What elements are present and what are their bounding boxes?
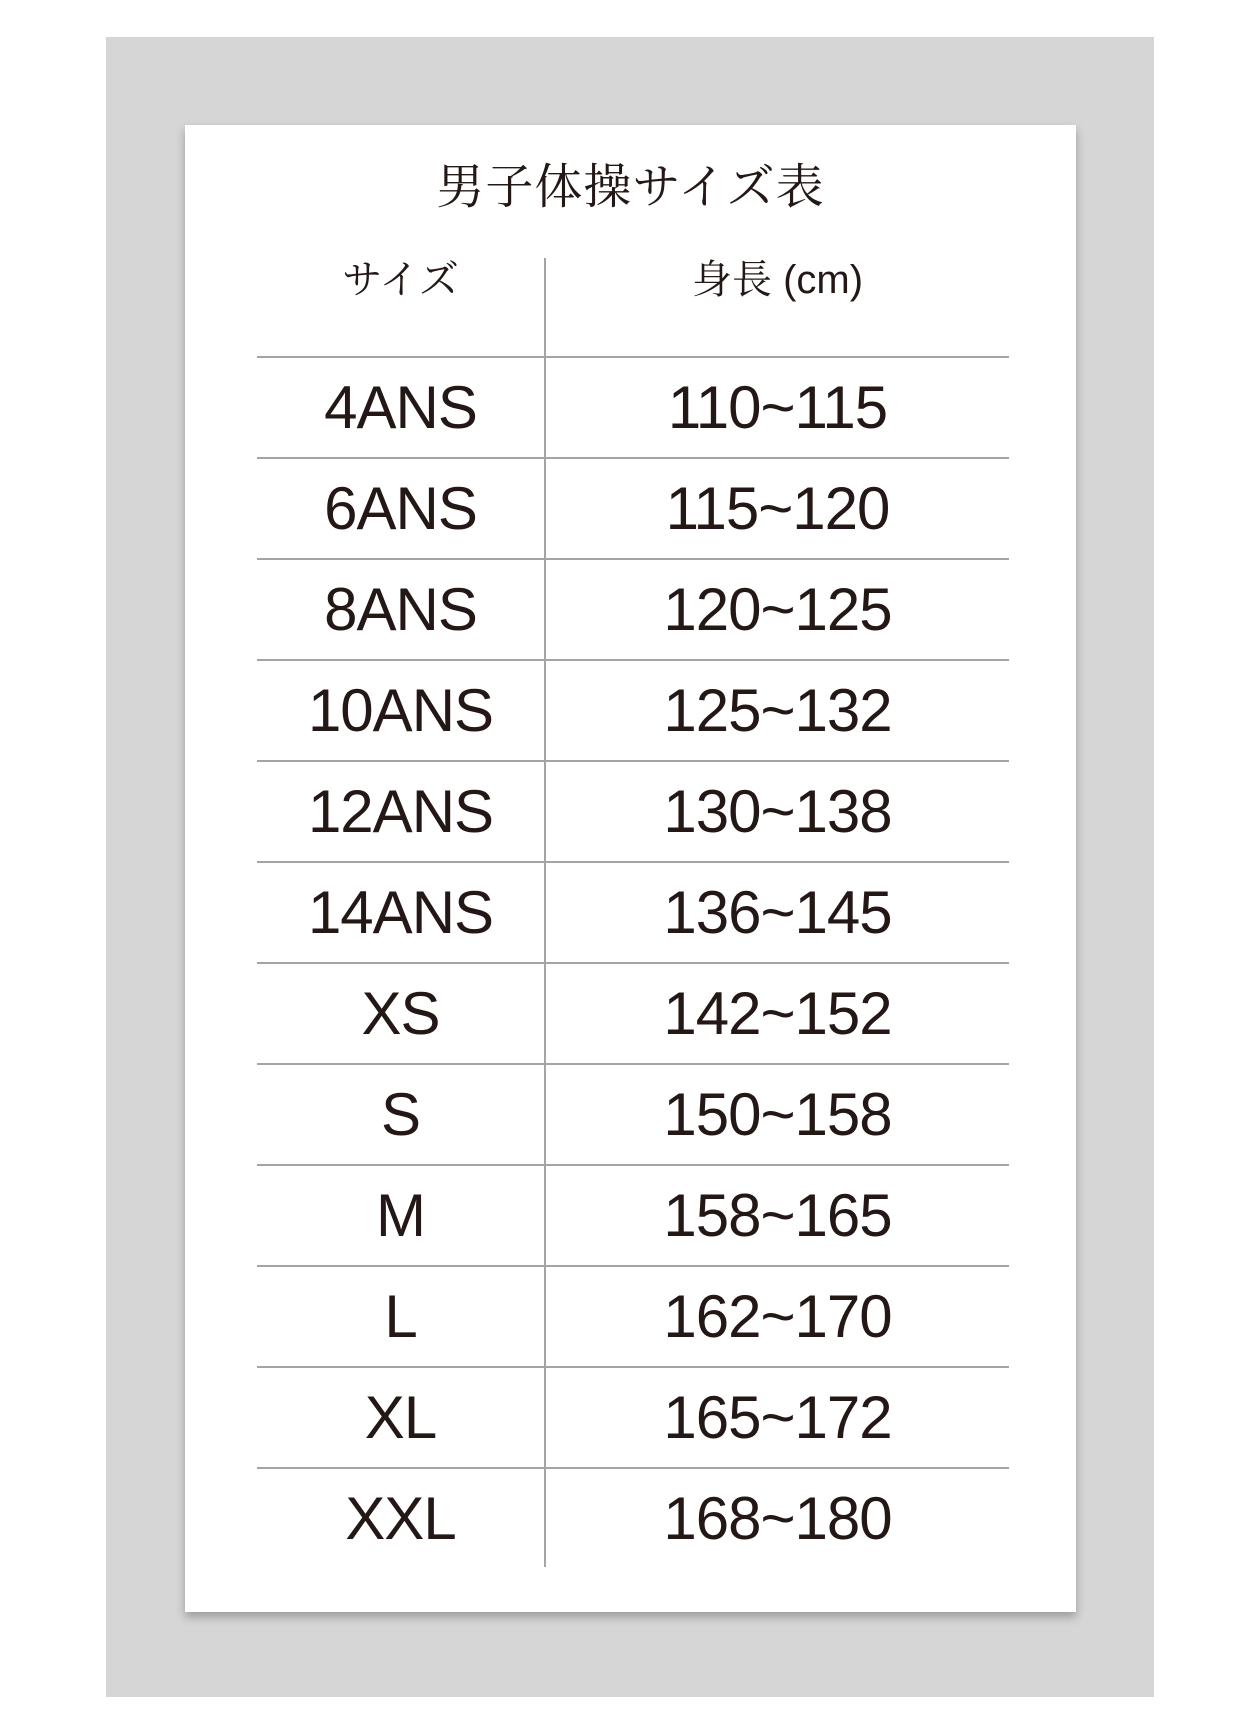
- height-cell: 162~170: [663, 1283, 892, 1350]
- table-row: [257, 1164, 1009, 1265]
- size-table: [257, 258, 1009, 1567]
- table-row: [257, 1265, 1009, 1366]
- size-cell: 10ANS: [257, 661, 546, 760]
- column-header-height: 身長 (cm): [691, 258, 864, 302]
- page-title: 男子体操サイズ表: [436, 161, 825, 214]
- size-cell: 4ANS: [257, 358, 546, 457]
- table-row: [257, 760, 1009, 861]
- size-cell: 8ANS: [257, 560, 546, 659]
- size-cell: XS: [257, 964, 546, 1063]
- table-row: [257, 962, 1009, 1063]
- table-row: [257, 558, 1009, 659]
- table-row: [257, 356, 1009, 457]
- height-cell: 158~165: [663, 1182, 892, 1249]
- table-row: [257, 457, 1009, 558]
- height-cell: 120~125: [663, 576, 892, 643]
- height-cell: 130~138: [663, 778, 892, 845]
- height-cell: 165~172: [663, 1384, 892, 1451]
- size-cell: S: [257, 1065, 546, 1164]
- height-cell: 136~145: [663, 879, 892, 946]
- height-cell: 168~180: [663, 1484, 892, 1552]
- table-header-row: [257, 258, 1009, 356]
- size-cell: XL: [257, 1368, 546, 1467]
- table-row: [257, 1366, 1009, 1467]
- table-row: [257, 659, 1009, 760]
- size-cell: 6ANS: [257, 459, 546, 558]
- size-cell: 12ANS: [257, 762, 546, 861]
- table-row: [257, 1467, 1009, 1567]
- size-cell: L: [257, 1267, 546, 1366]
- table-body: [257, 356, 1009, 1567]
- height-cell: 110~115: [667, 374, 888, 441]
- height-cell: 115~120: [665, 475, 890, 542]
- size-cell: 14ANS: [257, 863, 546, 962]
- height-cell: 125~132: [663, 677, 892, 744]
- gray-panel: [106, 37, 1154, 1697]
- height-cell: 142~152: [663, 980, 892, 1047]
- size-cell: XXL: [257, 1469, 546, 1567]
- column-header-size: サイズ: [257, 258, 546, 356]
- size-chart-card: [185, 125, 1076, 1612]
- table-row: [257, 1063, 1009, 1164]
- table-row: [257, 861, 1009, 962]
- height-cell: 150~158: [663, 1081, 892, 1148]
- size-cell: M: [257, 1166, 546, 1265]
